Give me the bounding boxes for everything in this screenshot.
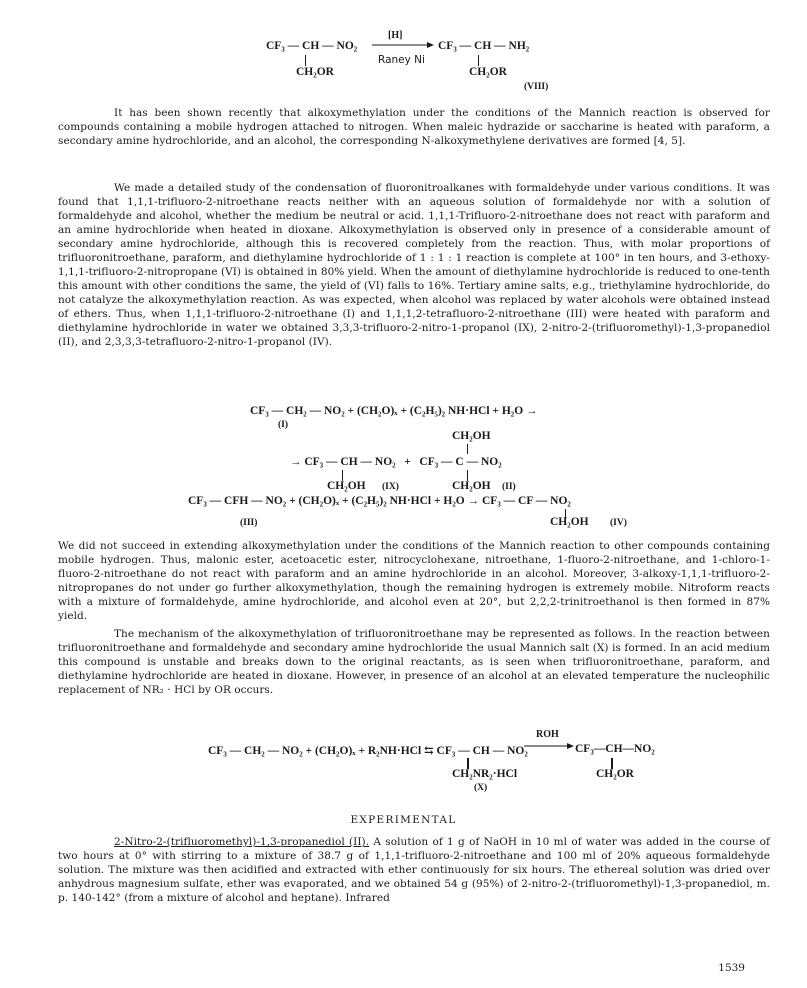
scheme1-line2: → CF₃ — CH — NO₂ + CF₃ — C — NO₂	[290, 456, 502, 468]
scheme1-ch2oh-ix: CH₂OH	[327, 480, 366, 492]
scheme2-reagent: ROH	[536, 729, 559, 740]
reaction-viii-reactant: CF₃ — CH — NO₂	[266, 40, 358, 52]
compound-label-iv: (IV)	[610, 518, 627, 528]
bond-line	[467, 444, 468, 454]
scheme1-line1: CF₃ — CH₂ — NO₂ + (CH₂O)ₓ + (C₂H₅)₂ NH·HCl + H₂O →	[250, 405, 538, 417]
paragraph-experimental-procedure	[58, 835, 770, 905]
scheme2-line: CF₃ — CH₂ — NO₂ + (CH₂O)ₓ + R₂NH·HCl ⇆ CF₃ — CH — NO₂	[208, 745, 528, 757]
compound-label-viii: (VIII)	[524, 82, 549, 92]
scheme1-line3: CF₃ — CFH — NO₂ + (CH₂O)ₓ + (C₂H₅)₂ NH·HCl + H₂O → CF₃ — CF — NO₂	[188, 495, 571, 507]
compound-label-i: (I)	[278, 420, 289, 430]
reaction-viii-product: CF₃ — CH — NH₂	[438, 40, 530, 52]
compound-label-x: (X)	[474, 783, 488, 793]
reaction-viii-reactant-sub: CH₂OR	[296, 66, 334, 78]
procedure-title: 2-Nitro-2-(trifluoromethyl)-1,3-propanediol (II).	[114, 836, 370, 848]
bond-line	[478, 55, 479, 66]
compound-label-iii: (III)	[240, 518, 258, 528]
page-number: 1539	[718, 962, 745, 974]
scheme2-sub-left: CH₂NR₂·HCl	[452, 768, 518, 780]
reaction-arrow-icon	[372, 40, 434, 50]
scheme2-sub-right: CH₂OR	[596, 768, 634, 780]
scheme1-ch2oh-top: CH₂OH	[452, 430, 491, 442]
compound-label-ix: (IX)	[382, 482, 399, 492]
paragraph-limitations: We did not succeed in extending alkoxymethylation under the conditions of the Mannich reaction to other compounds containing mobile hydrogen. Thus, malonic ester, acetoacetic ester, nitrocyclohexane, nitroethane, 1-fluoro-2-nitroethane, and 1-chloro-1-fluoro-2-nitroethane do not react with paraform and an amine hydrochloride in an alcohol. Moreover, 3-alkoxy-1,1,1-trifluoro-2-nitropropanes do not under go further alkoxymethylation, though the remaining hydrogen is extremely mobile. Nitroform reacts with a mixture of formaldehyde, amine hydrochloride, and alcohol even at 20°, but 2,2,2-trinitroethanol is then formed in 87% yield.	[58, 540, 770, 622]
reaction-arrow-icon	[524, 741, 574, 751]
paragraph-intro: It has been shown recently that alkoxymethylation under the conditions of the Mannich reaction is observed for compounds containing a mobile hydrogen attached to nitrogen. When maleic hydrazide or saccharine is heated with paraform, a secondary amine hydrochloride, and an alcohol, the corresponding N-alkoxymethylene derivatives are formed [4, 5].	[58, 107, 770, 147]
scheme2-product: CF₃—CH—NO₂	[575, 743, 655, 755]
bond-line	[305, 55, 306, 66]
reaction-viii-product-sub: CH₂OR	[469, 66, 507, 78]
scheme1-ch2oh-iv: CH₂OH	[550, 516, 589, 528]
procedure-body: A solution of 1 g of NaOH in 10 ml of water was added in the course of two hours at 0° with stirring to a mixture of 38.7 g of 1,1,1-trifluoro-2-nitroethane and 100 ml of 20% aqueous formaldehyde solution. The mixture was then acidified and extracted with ether continuously for six hours. The ethereal solution was dried over anhydrous magnesium sulfate, ether was evaporated, and we obtained 54 g (95%) of 2-nitro-2-(trifluoromethyl)-1,3-propanediol, m. p. 140-142° (from a mixture of alcohol and heptane). Infrared	[58, 836, 770, 904]
paragraph-mechanism: The mechanism of the alkoxymethylation of trifluoronitroethane may be represented as follows. In the reaction between trifluoronitroethane and formaldehyde and secondary amine hydrochloride the usual Mannich salt (X) is formed. In an acid medium this compound is unstable and breaks down to the original reactants, as is seen when trifluoronitroethane, paraform, and diethylamine hydrochloride are heated in dioxane. However, in presence of an alcohol at an elevated temperature the nucleophilic replacement of NR₂ · HCl by OR occurs.	[58, 628, 770, 696]
reaction-viii-reagent-bottom: Raney Ni	[378, 54, 425, 66]
section-heading-experimental: EXPERIMENTAL	[350, 814, 457, 826]
scheme1-ch2oh-ii: CH₂OH	[452, 480, 491, 492]
reaction-viii-reagent-top: [H]	[388, 30, 403, 41]
compound-label-ii: (II)	[502, 482, 516, 492]
paragraph-condensation-study: We made a detailed study of the condensation of fluoronitroalkanes with formaldehyde under various conditions. It was found that 1,1,1-trifluoro-2-nitroethane reacts neither with an aqueous solution of formaldehyde nor with a solution of formaldehyde and alcohol, whether the medium be neutral or acid. 1,1,1-Trifluoro-2-nitroethane does not react with paraform and an amine hydrochloride when heated in dioxane. Alkoxymethylation is observed only in presence of a considerable amount of secondary amine hydrochloride, although this is recovered completely from the reaction. Thus, with molar proportions of trifluoronitroethane, paraform, and diethylamine hydrochloride of 1 : 1 : 1 reaction is complete at 100° in ten hours, and 3-ethoxy-1,1,1-trifluoro-2-nitropropane (VI) is obtained in 80% yield. When the amount of diethylamine hydrochloride is reduced to one-tenth this amount with other conditions the same, the yield of (VI) falls to 16%. Tertiary amine salts, e.g., triethylamine hydrochloride, do not catalyze the alkoxymethylation reaction. As was expected, when alcohol was replaced by water alcohols were obtained instead of ethers. Thus, when 1,1,1-trifluoro-2-nitroethane (I) and 1,1,1,2-tetrafluoro-2-nitroethane (III) were heated with paraform and diethylamine hydrochloride in water we obtained 3,3,3-trifluoro-2-nitro-1-propanol (IX), 2-nitro-2-(trifluoromethyl)-1,3-propanediol (II), and 2,3,3,3-tetrafluoro-2-nitro-1-propanol (IV).	[58, 182, 770, 348]
